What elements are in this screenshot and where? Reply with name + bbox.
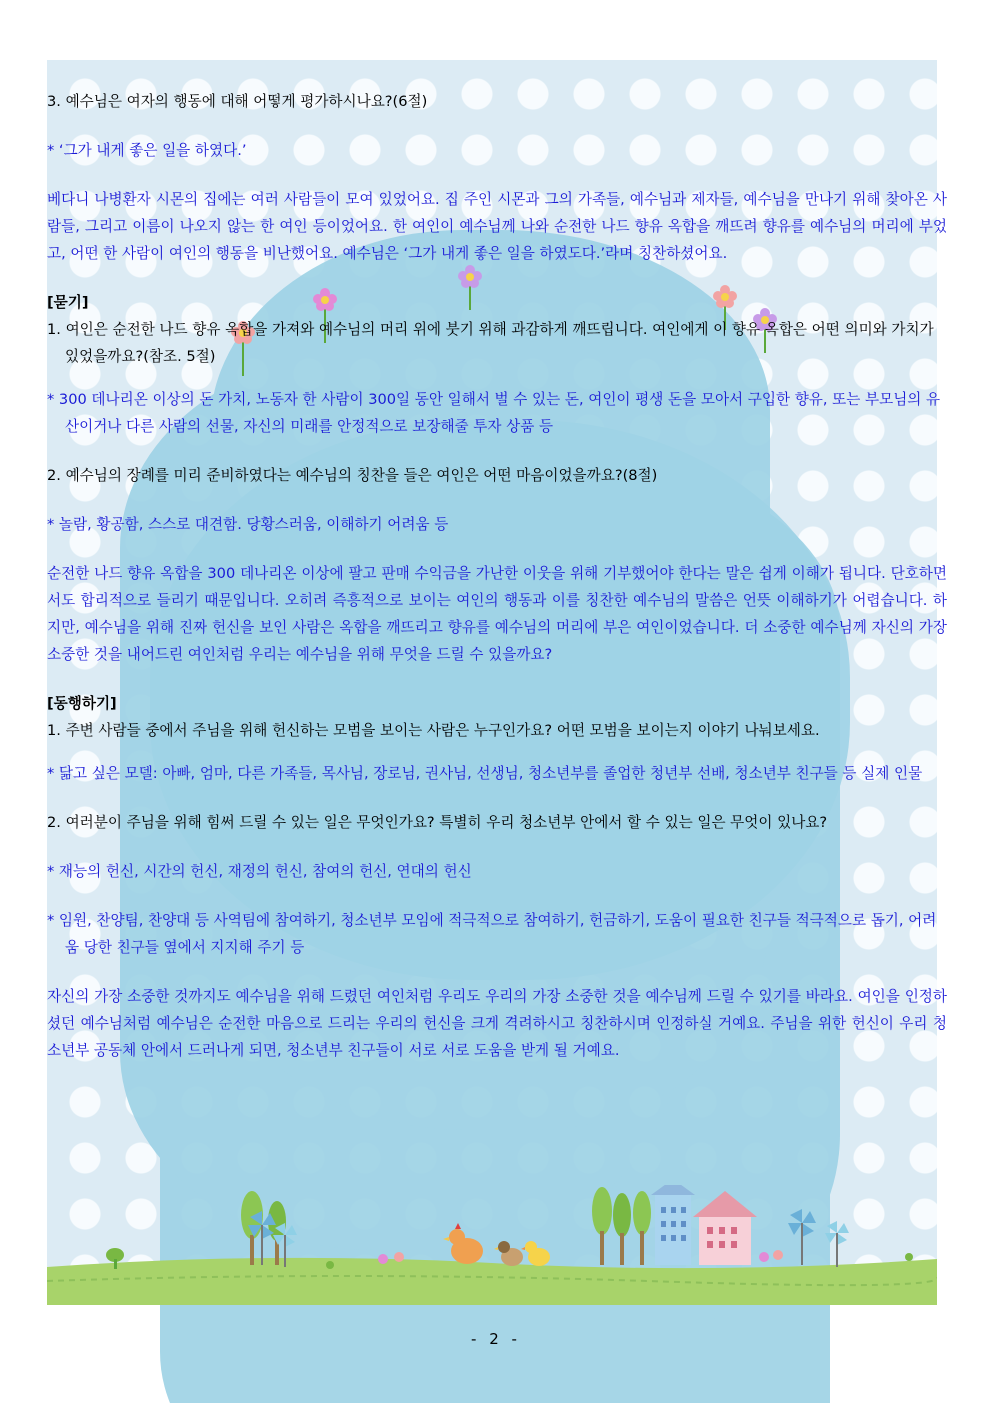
explanation-3: 베다니 나병환자 시몬의 집에는 여러 사람들이 모여 있었어요. 집 주인 시몬과 그의 가족들, 예수님과 제자들, 예수님을 만나기 위해 찾아온 사람들, 그리고 이름이 나오지 않는 한 여인 등이었어요. 한 여인이 예수님께 나와 순전한 나드 향유 옥합을 깨뜨려 향유를 예수님의 머리에 부었고, 어떤 한 사람이 여인의 행동을 비난했어요. 예수님은 ‘그가 내게 좋은 일을 하였도다.’라며 칭찬하셨어요. (47, 191, 947, 262)
ask-question-1: 1. 여인은 순전한 나드 향유 옥합을 가져와 예수님의 머리 위에 붓기 위해 과감하게 깨뜨립니다. 여인에게 이 향유 옥합은 어떤 의미와 가치가 있었을까요?(참조. 5절) (47, 321, 934, 365)
question-3: 3. 예수님은 여자의 행동에 대해 어떻게 평가하시나요?(6절) (47, 93, 428, 110)
act-answer-1: * 닮고 싶은 모델: 아빠, 엄마, 다른 가족들, 목사님, 장로님, 권사님, 선생님, 청소년부를 졸업한 청년부 선배, 청소년부 친구들 등 실제 인물 (47, 765, 923, 782)
page-number: - 2 - (471, 1330, 521, 1348)
ask-explanation: 순전한 나드 향유 옥합을 300 데나리온 이상에 팔고 판매 수익금을 가난한 이웃을 위해 기부했어야 한다는 말은 쉽게 이해가 됩니다. 단호하면서도 합리적으로 들리기 때문입니다. 오히려 즉흥적으로 보이는 여인의 행동과 이를 칭찬한 예수님의 말씀은 언뜻 이해하기가 어렵습니다. 하지만, 예수님을 위해 진짜 헌신을 보인 사람은 옥합을 깨뜨리고 향유를 예수님의 머리에 부은 여인이었습니다. 더 소중한 예수님께 자신의 가장 소중한 것을 내어드린 여인처럼 우리는 예수님을 위해 무엇을 드릴 수 있을까요? (47, 565, 947, 663)
act-question-1: 1. 주변 사람들 중에서 주님을 위해 헌신하는 모범을 보이는 사람은 누구인가요? 어떤 모범을 보이는지 이야기 나눠보세요. (47, 722, 820, 739)
landscape-illustration (47, 1185, 937, 1305)
answer-3: * ‘그가 내게 좋은 일을 하였다.’ (47, 142, 247, 159)
act-heading: [동행하기] (47, 695, 117, 712)
ask-heading: [묻기] (47, 294, 89, 311)
ask-answer-1: * 300 데나리온 이상의 돈 가치, 노동자 한 사람이 300일 동안 일해서 벌 수 있는 돈, 여인이 평생 돈을 모아서 구입한 향유, 또는 부모님의 유산이거나 다른 사람의 선물, 자신의 미래를 안정적으로 보장해줄 투자 상품 등 (47, 391, 941, 435)
page-content (47, 88, 947, 1064)
act-question-2: 2. 여러분이 주님을 위해 힘써 드릴 수 있는 일은 무엇인가요? 특별히 우리 청소년부 안에서 할 수 있는 일은 무엇이 있나요? (47, 814, 828, 831)
act-answer-2: * 재능의 헌신, 시간의 헌신, 재정의 헌신, 참여의 헌신, 연대의 헌신 (47, 863, 472, 880)
ask-answer-2: * 놀람, 황공함, 스스로 대견함. 당황스러움, 이해하기 어려움 등 (47, 516, 449, 533)
act-explanation: 자신의 가장 소중한 것까지도 예수님을 위해 드렸던 여인처럼 우리도 우리의 가장 소중한 것을 예수님께 드릴 수 있기를 바라요. 여인을 인정하셨던 예수님처럼 예수님은 순전한 마음으로 드리는 우리의 헌신을 크게 격려하시고 칭찬하시며 인정하실 거예요. 주님을 위한 헌신이 우리 청소년부 공동체 안에서 드러나게 되면, 청소년부 친구들이 서로 서로 도움을 받게 될 거예요. (47, 988, 947, 1059)
act-answer-3: * 임원, 찬양팀, 찬양대 등 사역팀에 참여하기, 청소년부 모임에 적극적으로 참여하기, 헌금하기, 도움이 필요한 친구들 적극적으로 돕기, 어려움 당한 친구들 옆에서 지지해 주기 등 (47, 912, 937, 956)
ask-question-2: 2. 예수님의 장례를 미리 준비하였다는 예수님의 칭찬을 들은 여인은 어떤 마음이었을까요?(8절) (47, 467, 658, 484)
